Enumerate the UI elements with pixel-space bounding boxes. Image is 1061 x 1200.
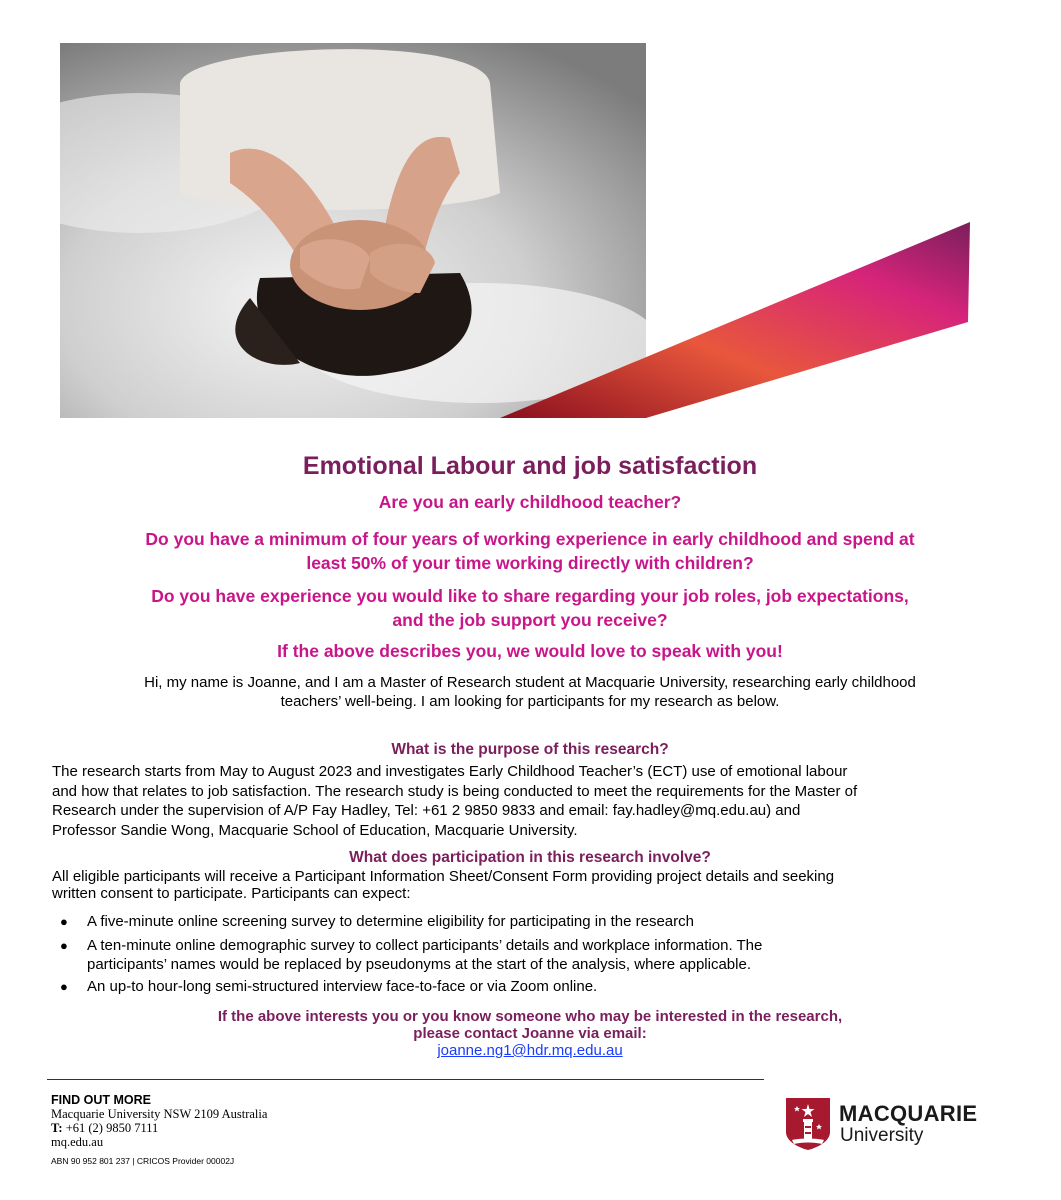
list-item-text-line2: participants’ names would be replaced by pseudonyms at the start of the analysis, where applicable. [87,956,751,973]
logo-name-line1: MACQUARIE [839,1101,978,1126]
involve-heading: What does participation in this research involve? [349,849,711,866]
bullet-icon: ● [60,978,68,994]
footer-phone [51,1121,267,1135]
purpose-line2: and how that relates to job satisfaction. The research study is being conducted to meet the requirements for the Master of [52,782,858,800]
footer-contact [51,1093,267,1149]
footer-address: Macquarie University NSW 2109 Australia [51,1107,268,1121]
expectations-list [52,912,1002,996]
page-title: Emotional Labour and job satisfaction [302,452,758,480]
logo-name-line2: University [840,1125,924,1146]
question-experience-line1: Do you have a minimum of four years of working experience in early childhood and spend at [145,529,915,549]
intro-line2: teachers’ well-being. I am looking for participants for my research as below. [280,693,780,710]
macquarie-logo [786,1097,1026,1151]
involve-line1: All eligible participants will receive a Participant Information Sheet/Consent Form providing project details and seeking [52,868,835,885]
involve-line2: written consent to participate. Participants can expect: [52,885,411,902]
footer-divider [47,1079,764,1080]
question-share-line1: Do you have experience you would like to share regarding your job roles, job expectations, [151,586,909,606]
question-experience [30,527,1030,575]
phone-label: T: [51,1121,63,1135]
intro-line1: Hi, my name is Joanne, and I am a Master of Research student at Macquarie University, researching early childhood [144,674,916,691]
email-link[interactable]: joanne.ng1@hdr.mq.edu.au [437,1042,623,1059]
bullet-icon: ● [60,937,68,953]
purpose-line4: Professor Sandie Wong, Macquarie School of Education, Macquarie University. [52,821,578,839]
list-item [52,977,1002,997]
list-item-text-line1: A ten-minute online demographic survey to collect participants’ details and workplace information. The [87,936,763,954]
purpose-line3: Research under the supervision of A/P Fay Hadley, Tel: +61 2 9850 9833 and email: fay.hadley@mq.edu.au) and [52,802,801,819]
footer-website[interactable]: mq.edu.au [51,1135,104,1149]
find-out-more-heading: FIND OUT MORE [51,1093,151,1107]
question-share-line2: and the job support you receive? [392,610,668,630]
contact-line2: please contact Joanne via email: [413,1025,647,1042]
phone-number: +61 (2) 9850 7111 [65,1121,159,1135]
purpose-line1: The research starts from May to August 2023 and investigates Early Childhood Teacher’s (ECT) use of emotional labour [52,763,848,780]
list-item-text: An up-to hour-long semi-structured interview face-to-face or via Zoom online. [87,977,598,995]
lighthouse-crest-icon [786,1098,830,1150]
question-share [30,584,1030,632]
contact-email [30,1042,1030,1059]
list-item [52,912,1002,932]
bullet-icon: ● [60,914,68,929]
contact-line1: If the above interests you or you know someone who may be interested in the research, [217,1008,843,1025]
abn-cricos: ABN 90 952 801 237 | CRICOS Provider 00002J [51,1156,235,1166]
question-experience-line2: least 50% of your time working directly with children? [306,553,754,573]
involve-paragraph [52,868,1002,902]
list-item-text: A five-minute online screening survey to determine eligibility for participating in the research [87,913,694,930]
list-item [52,936,1002,975]
question-ect: Are you an early childhood teacher? [378,492,682,512]
purpose-paragraph [52,762,1002,840]
purpose-heading: What is the purpose of this research? [391,741,669,758]
intro-paragraph [30,673,1030,711]
contact-invitation [30,1008,1030,1042]
brand-ribbon [500,222,970,418]
call-to-speak: If the above describes you, we would love to speak with you! [277,641,783,661]
